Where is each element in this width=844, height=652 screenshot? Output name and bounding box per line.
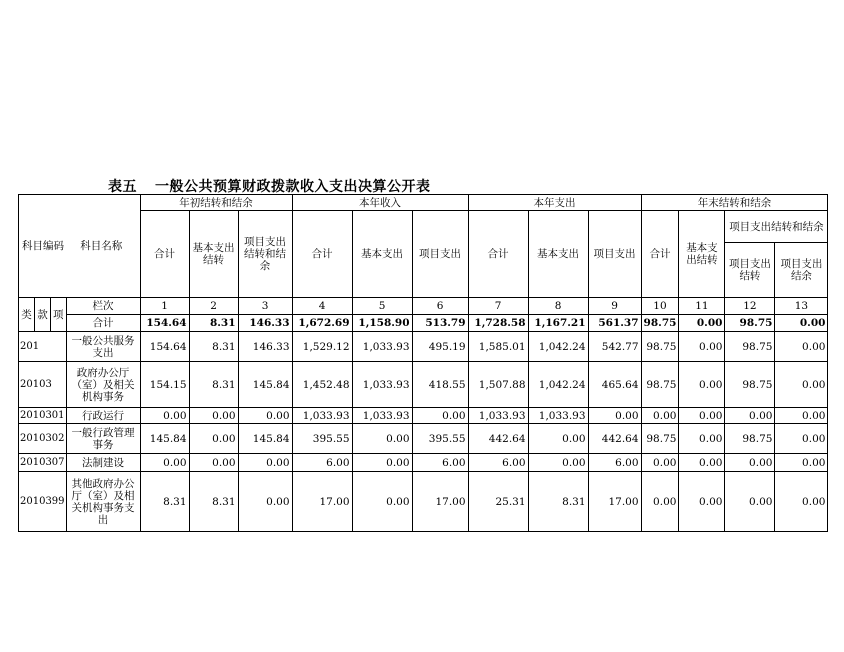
- budget-table: [18, 194, 828, 532]
- xiang-header: 项: [51, 298, 67, 332]
- cell-value: 1,033.93: [528, 408, 588, 424]
- table-number: 表五: [108, 179, 137, 195]
- end-project-carry-header: 项目支出结转: [725, 243, 775, 298]
- col-num: 13: [775, 298, 828, 315]
- cell-value: 0.00: [412, 408, 468, 424]
- cell-value: 1,507.88: [468, 362, 528, 408]
- cell-value: 0.00: [679, 454, 725, 472]
- subject-code: 2010302: [19, 424, 67, 454]
- cell-value: 98.75: [641, 362, 679, 408]
- income-basic-header: 基本支出: [352, 211, 412, 298]
- lei-header: 类: [19, 298, 35, 332]
- table-row: [19, 472, 828, 532]
- cell-value: 0.00: [352, 454, 412, 472]
- subject-name: 法制建设: [66, 454, 140, 472]
- expense-basic-header: 基本支出: [528, 211, 588, 298]
- cell-value: 1,452.48: [292, 362, 352, 408]
- cell-value: 0.00: [238, 472, 292, 532]
- cell-value: 1,585.01: [468, 332, 528, 362]
- cell-value: 442.64: [588, 424, 641, 454]
- cell-value: 8.31: [528, 472, 588, 532]
- subject-code: 201: [19, 332, 67, 362]
- total-value: 1,158.90: [352, 315, 412, 332]
- subject-name: 一般公共服务支出: [66, 332, 140, 362]
- cell-value: 0.00: [588, 408, 641, 424]
- cell-value: 0.00: [775, 424, 828, 454]
- cell-value: 0.00: [189, 454, 238, 472]
- cell-value: 0.00: [679, 424, 725, 454]
- cell-value: 1,042.24: [528, 362, 588, 408]
- cell-value: 0.00: [775, 408, 828, 424]
- total-value: 154.64: [140, 315, 189, 332]
- cell-value: 0.00: [352, 424, 412, 454]
- cell-value: 542.77: [588, 332, 641, 362]
- cell-value: 395.55: [412, 424, 468, 454]
- group-begin-header: 年初结转和结余: [140, 195, 292, 211]
- total-label: 合计: [66, 315, 140, 332]
- col-num: 4: [292, 298, 352, 315]
- cell-value: 442.64: [468, 424, 528, 454]
- total-value: 0.00: [679, 315, 725, 332]
- cell-value: 98.75: [725, 362, 775, 408]
- col-num: 10: [641, 298, 679, 315]
- column-number-row: [19, 298, 828, 315]
- subject-code: 2010307: [19, 454, 67, 472]
- cell-value: 0.00: [775, 362, 828, 408]
- subject-code: 2010399: [19, 472, 67, 532]
- subject-header-inner: [21, 240, 138, 252]
- income-total-header: 合计: [292, 211, 352, 298]
- total-value: 561.37: [588, 315, 641, 332]
- group-end-header: 年末结转和结余: [641, 195, 828, 211]
- cell-value: 1,042.24: [528, 332, 588, 362]
- cell-value: 0.00: [725, 408, 775, 424]
- table-row: [19, 408, 828, 424]
- cell-value: 0.00: [775, 332, 828, 362]
- cell-value: 8.31: [189, 332, 238, 362]
- cell-value: 8.31: [189, 472, 238, 532]
- cell-value: 0.00: [679, 408, 725, 424]
- total-value: 8.31: [189, 315, 238, 332]
- total-value: 98.75: [725, 315, 775, 332]
- begin-project-header: 项目支出结转和结余: [238, 211, 292, 298]
- cell-value: 6.00: [412, 454, 468, 472]
- subject-code: 20103: [19, 362, 67, 408]
- cell-value: 25.31: [468, 472, 528, 532]
- col-num: 5: [352, 298, 412, 315]
- subject-name: 行政运行: [66, 408, 140, 424]
- col-num: 11: [679, 298, 725, 315]
- col-num: 8: [528, 298, 588, 315]
- total-value: 146.33: [238, 315, 292, 332]
- cell-value: 0.00: [641, 454, 679, 472]
- cell-value: 6.00: [292, 454, 352, 472]
- cell-value: 0.00: [725, 472, 775, 532]
- cell-value: 0.00: [641, 408, 679, 424]
- cell-value: 146.33: [238, 332, 292, 362]
- cell-value: 17.00: [412, 472, 468, 532]
- subject-code-header: 科目编码: [22, 240, 64, 252]
- cell-value: 6.00: [588, 454, 641, 472]
- cell-value: 0.00: [528, 424, 588, 454]
- cell-value: 495.19: [412, 332, 468, 362]
- cell-value: 1,033.93: [352, 332, 412, 362]
- total-value: 1,167.21: [528, 315, 588, 332]
- cell-value: 0.00: [189, 408, 238, 424]
- cell-value: 395.55: [292, 424, 352, 454]
- total-value: 1,728.58: [468, 315, 528, 332]
- total-value: 513.79: [412, 315, 468, 332]
- col-num: 2: [189, 298, 238, 315]
- total-value: 1,672.69: [292, 315, 352, 332]
- col-num: 1: [140, 298, 189, 315]
- cell-value: 0.00: [140, 408, 189, 424]
- end-basic-header: 基本支出结转: [679, 211, 725, 298]
- table-row: [19, 362, 828, 408]
- cell-value: 0.00: [775, 472, 828, 532]
- group-income-header: 本年收入: [292, 195, 468, 211]
- cell-value: 0.00: [352, 472, 412, 532]
- income-project-header: 项目支出: [412, 211, 468, 298]
- end-total-header: 合计: [641, 211, 679, 298]
- cell-value: 145.84: [140, 424, 189, 454]
- subject-name-header: 科目名称: [80, 240, 123, 252]
- subject-code: 2010301: [19, 408, 67, 424]
- cell-value: 98.75: [725, 424, 775, 454]
- group-expense-header: 本年支出: [468, 195, 641, 211]
- cell-value: 8.31: [189, 362, 238, 408]
- col-num: 3: [238, 298, 292, 315]
- cell-value: 6.00: [468, 454, 528, 472]
- table-row: [19, 454, 828, 472]
- cell-value: 0.00: [238, 408, 292, 424]
- cell-value: 0.00: [725, 454, 775, 472]
- cell-value: 145.84: [238, 362, 292, 408]
- table-title: [108, 176, 431, 196]
- cell-value: 0.00: [140, 454, 189, 472]
- column-label: 栏次: [66, 298, 140, 315]
- subject-name: 一般行政管理事务: [66, 424, 140, 454]
- table-name: 一般公共预算财政拨款收入支出决算公开表: [155, 179, 431, 195]
- cell-value: 0.00: [679, 362, 725, 408]
- begin-total-header: 合计: [140, 211, 189, 298]
- table-row: [19, 424, 828, 454]
- expense-project-header: 项目支出: [588, 211, 641, 298]
- cell-value: 1,033.93: [468, 408, 528, 424]
- cell-value: 154.64: [140, 332, 189, 362]
- subject-name: 其他政府办公厅（室）及相关机构事务支出: [66, 472, 140, 532]
- cell-value: 0.00: [641, 472, 679, 532]
- end-project-group-header: 项目支出结转和结余: [725, 211, 828, 243]
- cell-value: 0.00: [679, 472, 725, 532]
- cell-value: 1,529.12: [292, 332, 352, 362]
- cell-value: 8.31: [140, 472, 189, 532]
- header-row-2: [19, 211, 828, 243]
- cell-value: 0.00: [679, 332, 725, 362]
- begin-basic-header: 基本支出结转: [189, 211, 238, 298]
- cell-value: 17.00: [588, 472, 641, 532]
- header-row-1: [19, 195, 828, 211]
- cell-value: 98.75: [641, 332, 679, 362]
- subject-header: [19, 195, 141, 298]
- cell-value: 0.00: [528, 454, 588, 472]
- cell-value: 418.55: [412, 362, 468, 408]
- cell-value: 465.64: [588, 362, 641, 408]
- end-project-surplus-header: 项目支出结余: [775, 243, 828, 298]
- subject-name: 政府办公厅（室）及相关机构事务: [66, 362, 140, 408]
- table-row: [19, 332, 828, 362]
- cell-value: 0.00: [775, 454, 828, 472]
- cell-value: 0.00: [238, 454, 292, 472]
- total-value: 98.75: [641, 315, 679, 332]
- cell-value: 0.00: [189, 424, 238, 454]
- total-row: [19, 315, 828, 332]
- col-num: 7: [468, 298, 528, 315]
- cell-value: 17.00: [292, 472, 352, 532]
- cell-value: 1,033.93: [292, 408, 352, 424]
- expense-total-header: 合计: [468, 211, 528, 298]
- cell-value: 1,033.93: [352, 408, 412, 424]
- total-value: 0.00: [775, 315, 828, 332]
- col-num: 12: [725, 298, 775, 315]
- cell-value: 98.75: [725, 332, 775, 362]
- cell-value: 98.75: [641, 424, 679, 454]
- cell-value: 1,033.93: [352, 362, 412, 408]
- kuan-header: 款: [35, 298, 51, 332]
- col-num: 9: [588, 298, 641, 315]
- cell-value: 154.15: [140, 362, 189, 408]
- col-num: 6: [412, 298, 468, 315]
- cell-value: 145.84: [238, 424, 292, 454]
